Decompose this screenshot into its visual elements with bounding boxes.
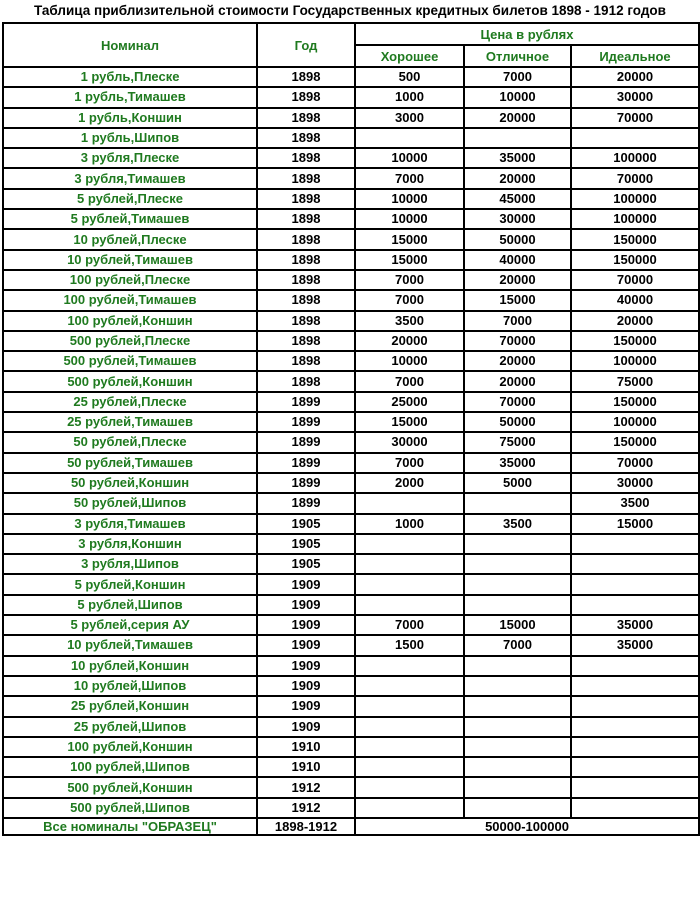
price-good-cell: 10000 [355,209,464,229]
price-ideal-cell: 100000 [571,351,699,371]
price-good-cell [355,595,464,615]
price-ideal-cell [571,656,699,676]
column-header-excellent: Отличное [464,45,571,67]
price-ideal-cell: 30000 [571,473,699,493]
price-good-cell: 3000 [355,108,464,128]
nominal-cell: 500 рублей,Плеске [3,331,257,351]
price-ideal-cell: 100000 [571,189,699,209]
table-row [3,290,699,310]
table-row [3,595,699,615]
price-excellent-cell: 50000 [464,229,571,249]
nominal-cell: 1 рубль,Тимашев [3,87,257,107]
table-row [3,87,699,107]
table-row [3,453,699,473]
price-excellent-cell [464,574,571,594]
price-ideal-cell: 150000 [571,432,699,452]
table-row [3,351,699,371]
year-cell: 1909 [257,676,355,696]
price-good-cell: 7000 [355,168,464,188]
year-cell: 1898 [257,229,355,249]
table-row [3,128,699,148]
year-cell: 1899 [257,493,355,513]
price-ideal-cell [571,554,699,574]
year-cell: 1899 [257,392,355,412]
price-good-cell [355,777,464,797]
price-ideal-cell: 15000 [571,514,699,534]
price-good-cell [355,757,464,777]
price-ideal-cell: 150000 [571,250,699,270]
table-row [3,250,699,270]
table-header [3,23,699,67]
year-cell: 1898 [257,128,355,148]
nominal-cell: 25 рублей,Тимашев [3,412,257,432]
price-excellent-cell: 45000 [464,189,571,209]
nominal-cell: 10 рублей,Шипов [3,676,257,696]
table-row [3,554,699,574]
nominal-cell: 50 рублей,Тимашев [3,453,257,473]
price-ideal-cell: 70000 [571,108,699,128]
table-row [3,432,699,452]
year-cell: 1909 [257,595,355,615]
table-row [3,67,699,87]
price-good-cell: 1500 [355,635,464,655]
year-cell: 1898 [257,331,355,351]
price-ideal-cell: 70000 [571,270,699,290]
price-excellent-cell: 7000 [464,67,571,87]
price-ideal-cell: 150000 [571,229,699,249]
column-header-ideal: Идеальное [571,45,699,67]
price-excellent-cell: 70000 [464,331,571,351]
table-row [3,189,699,209]
nominal-cell: 3 рубля,Тимашев [3,168,257,188]
year-cell: 1898 [257,209,355,229]
nominal-cell: 100 рублей,Шипов [3,757,257,777]
nominal-cell: 50 рублей,Коншин [3,473,257,493]
table-row [3,514,699,534]
year-cell: 1909 [257,615,355,635]
price-excellent-cell: 20000 [464,108,571,128]
nominal-cell: 100 рублей,Тимашев [3,290,257,310]
price-good-cell: 10000 [355,189,464,209]
price-ideal-cell [571,534,699,554]
year-cell: 1912 [257,777,355,797]
year-cell: 1899 [257,453,355,473]
price-excellent-cell: 75000 [464,432,571,452]
price-ideal-cell: 100000 [571,412,699,432]
price-ideal-cell [571,595,699,615]
price-excellent-cell [464,777,571,797]
price-ideal-cell: 150000 [571,392,699,412]
nominal-cell: 50 рублей,Шипов [3,493,257,513]
price-ideal-cell: 70000 [571,168,699,188]
price-good-cell: 3500 [355,311,464,331]
year-cell: 1898 [257,311,355,331]
price-good-cell [355,676,464,696]
year-cell: 1898 [257,108,355,128]
column-header-good: Хорошее [355,45,464,67]
price-excellent-cell: 20000 [464,270,571,290]
price-ideal-cell: 150000 [571,331,699,351]
price-good-cell [355,554,464,574]
table-row [3,757,699,777]
price-ideal-cell [571,777,699,797]
price-excellent-cell [464,656,571,676]
price-excellent-cell: 3500 [464,514,571,534]
year-cell: 1898 [257,87,355,107]
nominal-cell: 5 рублей,Шипов [3,595,257,615]
price-ideal-cell: 30000 [571,87,699,107]
table-row [3,331,699,351]
table-row [3,473,699,493]
price-ideal-cell: 70000 [571,453,699,473]
year-cell: 1909 [257,635,355,655]
price-ideal-cell: 40000 [571,290,699,310]
price-excellent-cell [464,757,571,777]
table-row [3,371,699,391]
footer-price-cell: 50000-100000 [355,818,699,835]
nominal-cell: 1 рубль,Плеске [3,67,257,87]
price-excellent-cell: 7000 [464,635,571,655]
footer-year-cell: 1898-1912 [257,818,355,835]
table-row [3,229,699,249]
price-excellent-cell [464,534,571,554]
price-ideal-cell: 35000 [571,635,699,655]
year-cell: 1905 [257,534,355,554]
price-good-cell: 25000 [355,392,464,412]
price-excellent-cell: 70000 [464,392,571,412]
price-ideal-cell [571,128,699,148]
price-ideal-cell [571,574,699,594]
year-cell: 1898 [257,67,355,87]
price-ideal-cell: 100000 [571,209,699,229]
nominal-cell: 3 рубля,Коншин [3,534,257,554]
table-row [3,209,699,229]
year-cell: 1899 [257,412,355,432]
column-header-year: Год [257,23,355,67]
price-excellent-cell: 15000 [464,290,571,310]
table-row [3,696,699,716]
nominal-cell: 25 рублей,Коншин [3,696,257,716]
page-title: Таблица приблизительной стоимости Государственных кредитных билетов 1898 - 1912 годов [34,3,666,18]
price-good-cell [355,534,464,554]
price-good-cell: 20000 [355,331,464,351]
table-row [3,615,699,635]
table-row [3,777,699,797]
table-row [3,656,699,676]
table-row [3,412,699,432]
price-excellent-cell: 50000 [464,412,571,432]
price-excellent-cell [464,595,571,615]
price-excellent-cell [464,493,571,513]
year-cell: 1899 [257,473,355,493]
price-good-cell [355,128,464,148]
year-cell: 1898 [257,270,355,290]
price-good-cell: 10000 [355,351,464,371]
nominal-cell: 100 рублей,Плеске [3,270,257,290]
price-ideal-cell [571,717,699,737]
nominal-cell: 10 рублей,Плеске [3,229,257,249]
price-excellent-cell [464,798,571,818]
price-excellent-cell: 40000 [464,250,571,270]
year-cell: 1898 [257,290,355,310]
price-good-cell [355,737,464,757]
price-good-cell: 15000 [355,412,464,432]
table-row [3,676,699,696]
year-cell: 1898 [257,250,355,270]
nominal-cell: 500 рублей,Коншин [3,371,257,391]
price-good-cell [355,717,464,737]
table-row [3,574,699,594]
nominal-cell: 3 рубля,Шипов [3,554,257,574]
price-ideal-cell: 20000 [571,311,699,331]
price-good-cell: 30000 [355,432,464,452]
nominal-cell: 5 рублей,Плеске [3,189,257,209]
price-ideal-cell: 20000 [571,67,699,87]
price-excellent-cell: 20000 [464,371,571,391]
nominal-cell: 500 рублей,Тимашев [3,351,257,371]
column-header-price: Цена в рублях [355,23,699,45]
nominal-cell: 25 рублей,Плеске [3,392,257,412]
nominal-cell: 50 рублей,Плеске [3,432,257,452]
nominal-cell: 3 рубля,Плеске [3,148,257,168]
price-ideal-cell [571,757,699,777]
price-good-cell [355,696,464,716]
table-row [3,270,699,290]
price-good-cell: 7000 [355,290,464,310]
column-header-nominal: Номинал [3,23,257,67]
table-row [3,798,699,818]
price-good-cell: 1000 [355,514,464,534]
price-excellent-cell [464,717,571,737]
price-excellent-cell: 35000 [464,453,571,473]
price-ideal-cell [571,676,699,696]
year-cell: 1910 [257,737,355,757]
price-good-cell: 1000 [355,87,464,107]
price-excellent-cell: 30000 [464,209,571,229]
nominal-cell: 100 рублей,Коншин [3,311,257,331]
price-good-cell [355,574,464,594]
year-cell: 1912 [257,798,355,818]
price-ideal-cell: 35000 [571,615,699,635]
price-excellent-cell [464,676,571,696]
nominal-cell: 5 рублей,серия АУ [3,615,257,635]
price-ideal-cell [571,696,699,716]
price-good-cell: 7000 [355,615,464,635]
price-excellent-cell: 10000 [464,87,571,107]
year-cell: 1899 [257,432,355,452]
price-ideal-cell [571,798,699,818]
table-row [3,168,699,188]
price-good-cell: 7000 [355,270,464,290]
year-cell: 1898 [257,168,355,188]
year-cell: 1909 [257,696,355,716]
price-excellent-cell [464,128,571,148]
price-excellent-cell: 20000 [464,351,571,371]
nominal-cell: 10 рублей,Коншин [3,656,257,676]
table-row [3,311,699,331]
price-good-cell: 7000 [355,453,464,473]
nominal-cell: 100 рублей,Коншин [3,737,257,757]
price-excellent-cell: 7000 [464,311,571,331]
year-cell: 1905 [257,514,355,534]
price-ideal-cell: 75000 [571,371,699,391]
table-row [3,108,699,128]
year-cell: 1898 [257,148,355,168]
price-ideal-cell [571,737,699,757]
nominal-cell: 3 рубля,Тимашев [3,514,257,534]
nominal-cell: 10 рублей,Тимашев [3,250,257,270]
table-row [3,493,699,513]
price-good-cell [355,798,464,818]
price-good-cell: 2000 [355,473,464,493]
price-good-cell: 10000 [355,148,464,168]
price-ideal-cell: 100000 [571,148,699,168]
year-cell: 1910 [257,757,355,777]
nominal-cell: 10 рублей,Тимашев [3,635,257,655]
price-excellent-cell [464,737,571,757]
nominal-cell: 1 рубль,Коншин [3,108,257,128]
year-cell: 1909 [257,717,355,737]
price-good-cell [355,493,464,513]
price-excellent-cell: 20000 [464,168,571,188]
year-cell: 1898 [257,371,355,391]
price-excellent-cell [464,554,571,574]
year-cell: 1905 [257,554,355,574]
price-excellent-cell: 5000 [464,473,571,493]
table-row [3,635,699,655]
price-excellent-cell: 15000 [464,615,571,635]
nominal-cell: 500 рублей,Шипов [3,798,257,818]
table-row [3,392,699,412]
table-body [3,67,699,818]
year-cell: 1909 [257,574,355,594]
nominal-cell: 5 рублей,Коншин [3,574,257,594]
table-row [3,534,699,554]
year-cell: 1909 [257,656,355,676]
price-excellent-cell: 35000 [464,148,571,168]
nominal-cell: 1 рубль,Шипов [3,128,257,148]
price-good-cell: 15000 [355,229,464,249]
price-good-cell [355,656,464,676]
price-excellent-cell [464,696,571,716]
table-footer-row [3,818,699,835]
price-good-cell: 15000 [355,250,464,270]
price-table [2,22,700,836]
table-row [3,148,699,168]
price-ideal-cell: 3500 [571,493,699,513]
table-row [3,717,699,737]
table-row [3,737,699,757]
nominal-cell: 500 рублей,Коншин [3,777,257,797]
price-good-cell: 500 [355,67,464,87]
price-good-cell: 7000 [355,371,464,391]
nominal-cell: 5 рублей,Тимашев [3,209,257,229]
year-cell: 1898 [257,189,355,209]
year-cell: 1898 [257,351,355,371]
footer-nominal-cell: Все номиналы "ОБРАЗЕЦ" [3,818,257,835]
nominal-cell: 25 рублей,Шипов [3,717,257,737]
